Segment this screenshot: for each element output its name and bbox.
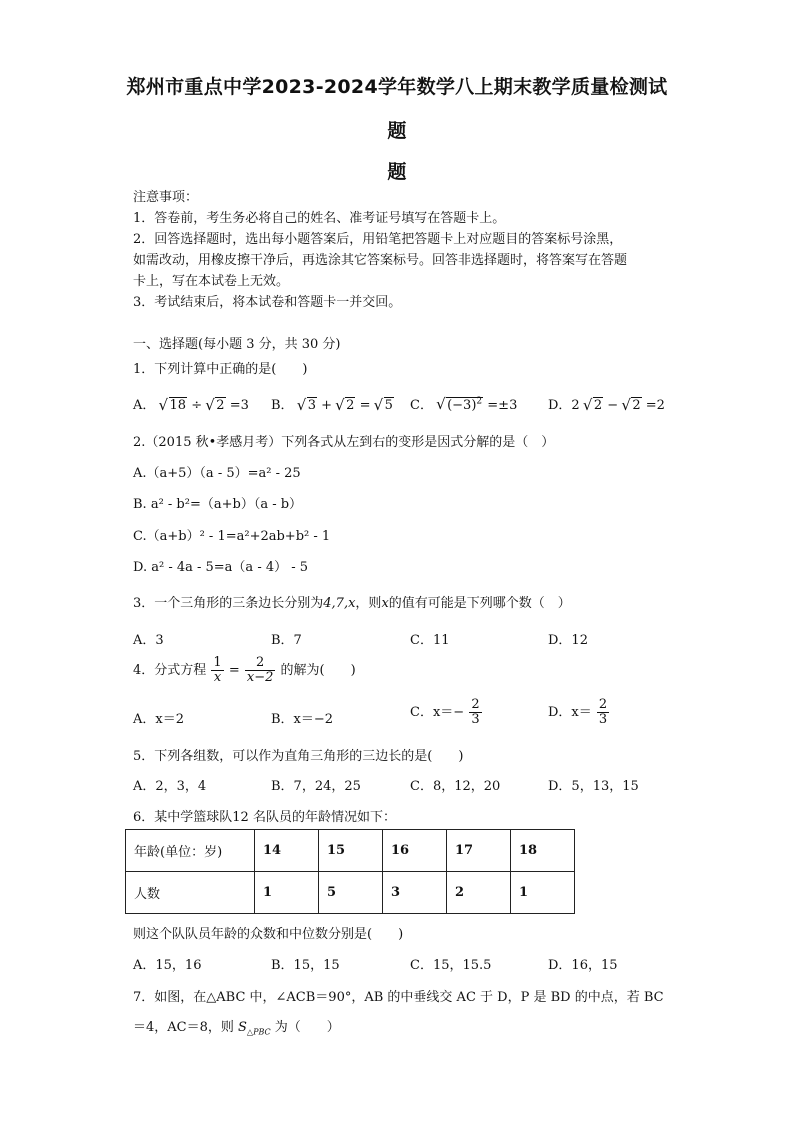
- age-table: [125, 829, 575, 914]
- sqrt-symbol: [584, 398, 603, 413]
- q2-option-b: B. a² - b²=（a+b）（a - b）: [133, 497, 303, 512]
- section-heading: 一、选择题(每小题 3 分，共 30 分): [133, 337, 341, 352]
- denominator: x: [213, 670, 222, 685]
- table-cell: 18: [511, 830, 575, 872]
- question-5-stem: 5．下列各组数，可以作为直角三角形的三边长的是( ): [133, 749, 464, 764]
- table-cell: 16: [383, 830, 447, 872]
- page-title: 郑州市重点中学2023-2024学年数学八上期末教学质量检测试: [126, 76, 668, 98]
- sqrt-symbol: [206, 398, 225, 413]
- q4-option-c: [410, 698, 483, 727]
- math-variable: S: [238, 1020, 247, 1035]
- option-text: D．x＝: [548, 705, 592, 720]
- option-label: A．: [133, 398, 156, 413]
- q2-option-d: D. a² - 4a - 5=a（a - 4） - 5: [133, 560, 309, 575]
- table-row: [126, 830, 575, 872]
- q1-option-a: [133, 394, 249, 413]
- table-header-cell: 年龄(单位：岁): [126, 830, 255, 872]
- q3-option-b: B．7: [271, 633, 302, 648]
- note-line: 卡上，写在本试卷上无效。: [133, 274, 290, 289]
- note-line: 如需改动，用橡皮擦干净后，再选涂其它答案标号。回答非选择题时，将答案写在答题: [133, 253, 628, 268]
- option-text: C．x＝−: [410, 705, 465, 720]
- math-variable: x: [381, 596, 389, 611]
- question-1-stem: 1．下列计算中正确的是( ): [133, 362, 308, 377]
- result: =±3: [487, 398, 518, 413]
- denominator: 3: [471, 712, 480, 727]
- q5-option-a: A．2，3，4: [133, 779, 207, 794]
- table-cell: 1: [511, 872, 575, 914]
- q5-option-c: C．8，12，20: [410, 779, 501, 794]
- stem-text: 4．分式方程: [133, 663, 207, 678]
- note-line: 3．考试结束后，将本试卷和答题卡一并交回。: [133, 295, 402, 310]
- question-3-stem: [133, 592, 571, 611]
- q1-option-d: [548, 394, 665, 413]
- operator: =: [359, 398, 371, 413]
- numerator: 2: [598, 697, 608, 712]
- operator: +: [321, 398, 333, 413]
- question-6-followup: 则这个队队员年龄的众数和中位数分别是( ): [133, 927, 404, 942]
- numerator: 1: [213, 655, 222, 670]
- q6-option-a: A．15，16: [133, 958, 202, 973]
- table-cell: 1: [255, 872, 319, 914]
- option-label: C．: [410, 398, 433, 413]
- table-row: [126, 872, 575, 914]
- sqrt-symbol: [375, 398, 394, 413]
- stem-text: 的值有可能是下列哪个数（ ）: [388, 596, 571, 611]
- q3-option-c: C．11: [410, 633, 450, 648]
- option-label: D．2: [548, 398, 580, 413]
- fraction: [211, 656, 223, 685]
- q2-option-c: C.（a+b）² - 1=a²+2ab+b² - 1: [133, 529, 331, 544]
- question-2-stem: 2.（2015 秋•孝感月考）下列各式从左到右的变形是因式分解的是（ ）: [133, 435, 555, 450]
- fraction: [469, 698, 481, 727]
- table-cell: 5: [319, 872, 383, 914]
- table-cell: 2: [447, 872, 511, 914]
- stem-text: 3．一个三角形的三条边长分别为: [133, 596, 324, 611]
- option-label: B．: [271, 398, 294, 413]
- radicand: 2: [346, 398, 355, 413]
- radicand: [446, 397, 483, 413]
- exponent: 2: [476, 396, 483, 407]
- denominator: x−2: [246, 670, 274, 685]
- page-title-continued: 题: [387, 120, 407, 142]
- table-cell: 15: [319, 830, 383, 872]
- stem-text: ，则: [355, 596, 382, 611]
- stem-text: ＝4，AC＝8，则: [133, 1020, 239, 1035]
- q4-option-d: [548, 698, 610, 727]
- radicand: 2: [593, 398, 603, 413]
- denominator: 3: [598, 712, 608, 727]
- stem-text: 的解为( ): [280, 663, 356, 678]
- stem-text: 为（ ）: [270, 1020, 340, 1035]
- fraction: [245, 656, 276, 685]
- q6-option-b: B．15，15: [271, 958, 340, 973]
- radicand: 18: [169, 398, 187, 413]
- table-header-cell: 人数: [126, 872, 255, 914]
- sqrt-symbol: [622, 398, 641, 413]
- result: =2: [645, 398, 665, 413]
- radicand-base: (−3): [447, 398, 477, 413]
- q5-option-d: D．5，13，15: [548, 779, 639, 794]
- operator: −: [607, 398, 619, 413]
- radicand: 3: [307, 398, 316, 413]
- fraction: [597, 698, 609, 727]
- subscript: △PBC: [246, 1027, 271, 1037]
- table-cell: 3: [383, 872, 447, 914]
- result: =3: [229, 398, 249, 413]
- radicand: 5: [384, 398, 393, 413]
- radicand: 2: [216, 398, 225, 413]
- math-expression: 4,7,x: [323, 596, 356, 611]
- question-6-stem: 6．某中学篮球队12 名队员的年龄情况如下：: [133, 810, 396, 825]
- q6-option-c: C．15，15.5: [410, 958, 492, 973]
- q1-option-b: [271, 394, 394, 413]
- table-cell: 14: [255, 830, 319, 872]
- q6-option-d: D．16，15: [548, 958, 618, 973]
- page-subtitle: 题: [387, 161, 407, 183]
- numerator: 2: [471, 697, 480, 712]
- sqrt-symbol: [298, 398, 317, 413]
- table-cell: 17: [447, 830, 511, 872]
- sqrt-symbol: [437, 397, 483, 413]
- note-line: 1．答卷前，考生务必将自己的姓名、准考证号填写在答题卡上。: [133, 211, 506, 226]
- q3-option-a: A．3: [133, 633, 164, 648]
- sqrt-symbol: [160, 398, 188, 413]
- q4-option-a: A．x＝2: [133, 712, 184, 727]
- radicand: 2: [632, 398, 641, 413]
- question-4-stem: [133, 656, 356, 685]
- q3-option-d: D．12: [548, 633, 588, 648]
- operator: ÷: [191, 398, 203, 413]
- q1-option-c: [410, 394, 517, 413]
- numerator: 2: [245, 656, 276, 671]
- q5-option-b: B．7，24，25: [271, 779, 361, 794]
- operator: =: [228, 663, 240, 678]
- question-7-stem-continued: [133, 1016, 340, 1037]
- sqrt-symbol: [336, 398, 355, 413]
- note-line: 2．回答选择题时，选出每小题答案后，用铅笔把答题卡上对应题目的答案标号涂黑，: [133, 232, 623, 247]
- q4-option-b: B．x＝−2: [271, 712, 334, 727]
- q2-option-a: A.（a+5）（a - 5）=a² - 25: [133, 466, 301, 481]
- notes-heading: 注意事项：: [133, 190, 199, 205]
- question-7-stem: 7．如图，在△ABC 中，∠ACB＝90°，AB 的中垂线交 AC 于 D，P 是 BD 的中点，若 BC: [133, 990, 664, 1005]
